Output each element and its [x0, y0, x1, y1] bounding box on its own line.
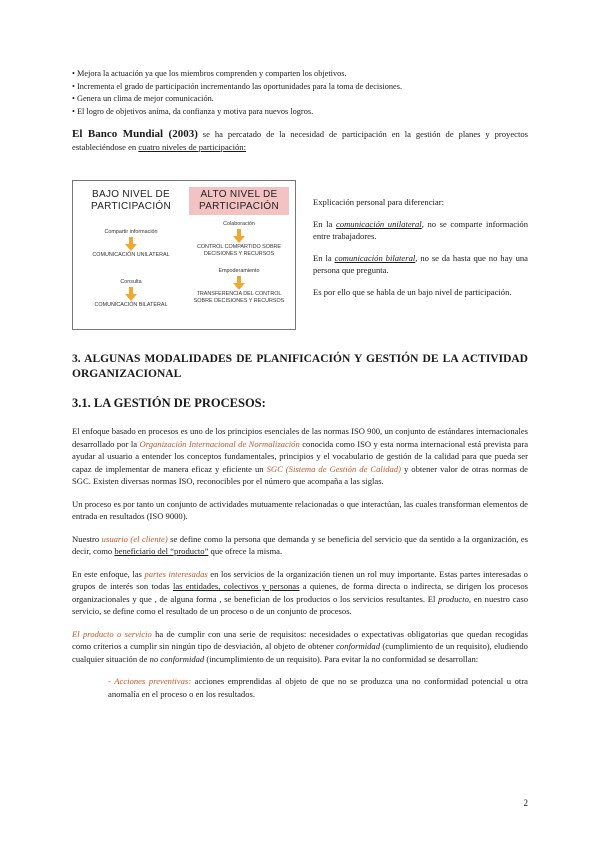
down-arrow-icon: [125, 287, 137, 301]
high-participation-title: ALTO NIVEL DE PARTICIPACIÓN: [189, 187, 289, 215]
banco-text: se ha percatado de la necesidad de participación en la gestión de planes y proyectos estableciéndose en: [72, 129, 529, 152]
benefits-list: [72, 68, 528, 118]
personal-explanation: [313, 196, 528, 307]
banco-paragraph: [72, 128, 528, 153]
down-arrow-icon: [125, 237, 137, 251]
paragraph-requisitos: El producto o servicio ha de cumplir con una serie de requisitos: necesidades o expectativas obligatorias que quedan recogidas como criterios a cumplir sin ningún tipo de desviación, al objeto de obtener conformidad (cumplimiento de un requisito), eludiendo cualquier situación de no conformidad (incumplimiento de un requisito). Para evitar la no conformidad se desarrollan:: [72, 628, 529, 664]
diagram-item: Compartir información: [104, 229, 158, 235]
diagram-item: Empoderamiento: [218, 268, 260, 274]
low-participation-column: [81, 187, 181, 309]
section-3-1-title: 3.1. LA GESTIÓN DE PROCESOS:: [72, 396, 266, 410]
section-3: [72, 352, 528, 700]
list-item: • Mejora la actuación ya que los miembros comprenden y comparten los objetivos.: [72, 68, 528, 81]
banco-levels: cuatro niveles de participación:: [138, 141, 246, 152]
paragraph-usuario: Nuestro usuario (el cliente) se define como la persona que demanda y se beneficia del servicio que da sentido a la organización, es decir, como beneficiario del “producto” que ofrece la misma.: [72, 533, 529, 556]
list-item: • Genera un clima de mejor comunicación.: [72, 93, 528, 106]
explain-conclusion: Es por ello que se habla de un bajo nivel de participación.: [313, 286, 512, 297]
list-item: • El logro de objetivos anima, da confianza y motiva para nuevos logros.: [72, 106, 528, 119]
diagram-item: Colaboración: [223, 221, 255, 227]
high-participation-column: [189, 187, 289, 305]
diagram-item: COMUNICACIÓN BILATERAL: [94, 302, 168, 308]
explain-heading: Explicación personal para diferenciar:: [313, 197, 444, 207]
down-arrow-icon: [233, 276, 245, 290]
diagram-item: COMUNICACIÓN UNILATERAL: [92, 252, 170, 258]
diagram-item: Consulta: [120, 279, 142, 285]
paragraph-iso: El enfoque basado en procesos es uno de los principios esenciales de las normas ISO 900, un conjunto de estándares internacionales desarrollado por la Organización Internacional de Normalización conocida como ISO y esta norma internacional está prevista para ayudar al usuario a entender los conceptos fundamentales, principios y el vocabulario de gestión de la calidad para que pueda ser capaz de implementar de manera eficaz y eficiente un SGC (Sistema de Gestión de Calidad) y obtener valor de otras normas de SGC. Existen diversas normas ISO, reconocibles por el número que acompaña a las siglas.: [72, 426, 529, 486]
paragraph-proceso: Un proceso es por tanto un conjunto de actividades mutuamente relacionadas o que interactúan, las cuales transforman elementos de entrada en resultados (ISO 9000).: [72, 498, 528, 521]
paragraph-partes: En este enfoque, las partes interesadas en los servicios de la organización tienen un rol muy importante. Estas partes interesadas o grupos de interés son todas las entidades, colectivos y personas a quienes, de forma directa o indirecta, se dirigen los procesos organizacionales y que , de alguna forma , se benefician de los productos o los servicios resultantes. El producto, en nuestro caso servicio, se define como el resultado de un proceso o de un conjunto de procesos.: [72, 568, 529, 616]
participation-diagram: [72, 180, 296, 330]
low-participation-title: BAJO NIVEL DE PARTICIPACIÓN: [90, 189, 172, 212]
section-3-title: 3. ALGUNAS MODALIDADES DE PLANIFICACIÓN Y GESTIÓN DE LA ACTIVIDAD ORGANIZACIONAL: [72, 353, 528, 380]
banco-title: El Banco Mundial (2003): [72, 128, 198, 141]
paragraph-preventivas: - Acciones preventivas: acciones emprendidas al objeto de que no se produzca una no conformidad potencial u otra anomalía en el proceso o en los resultados.: [108, 676, 528, 699]
diagram-item: TRANSFERENCIA DEL CONTROL SOBRE DECISIONES Y RECURSOS: [193, 291, 285, 304]
list-item: • Incrementa el grado de participación incrementando las oportunidades para la toma de decisiones.: [72, 81, 528, 94]
diagram-item: CONTROL COMPARTIDO SOBRE DECISIONES Y RECURSOS: [196, 244, 282, 257]
explain-bilateral: En la comunicación bilateral, no se da hasta que no hay una persona que pregunta.: [313, 252, 528, 275]
down-arrow-icon: [233, 229, 245, 243]
page-body: [72, 68, 528, 153]
explain-unilateral: En la comunicación unilateral, no se comparte información entre trabajadores.: [313, 218, 528, 241]
page-number: 2: [523, 798, 528, 808]
